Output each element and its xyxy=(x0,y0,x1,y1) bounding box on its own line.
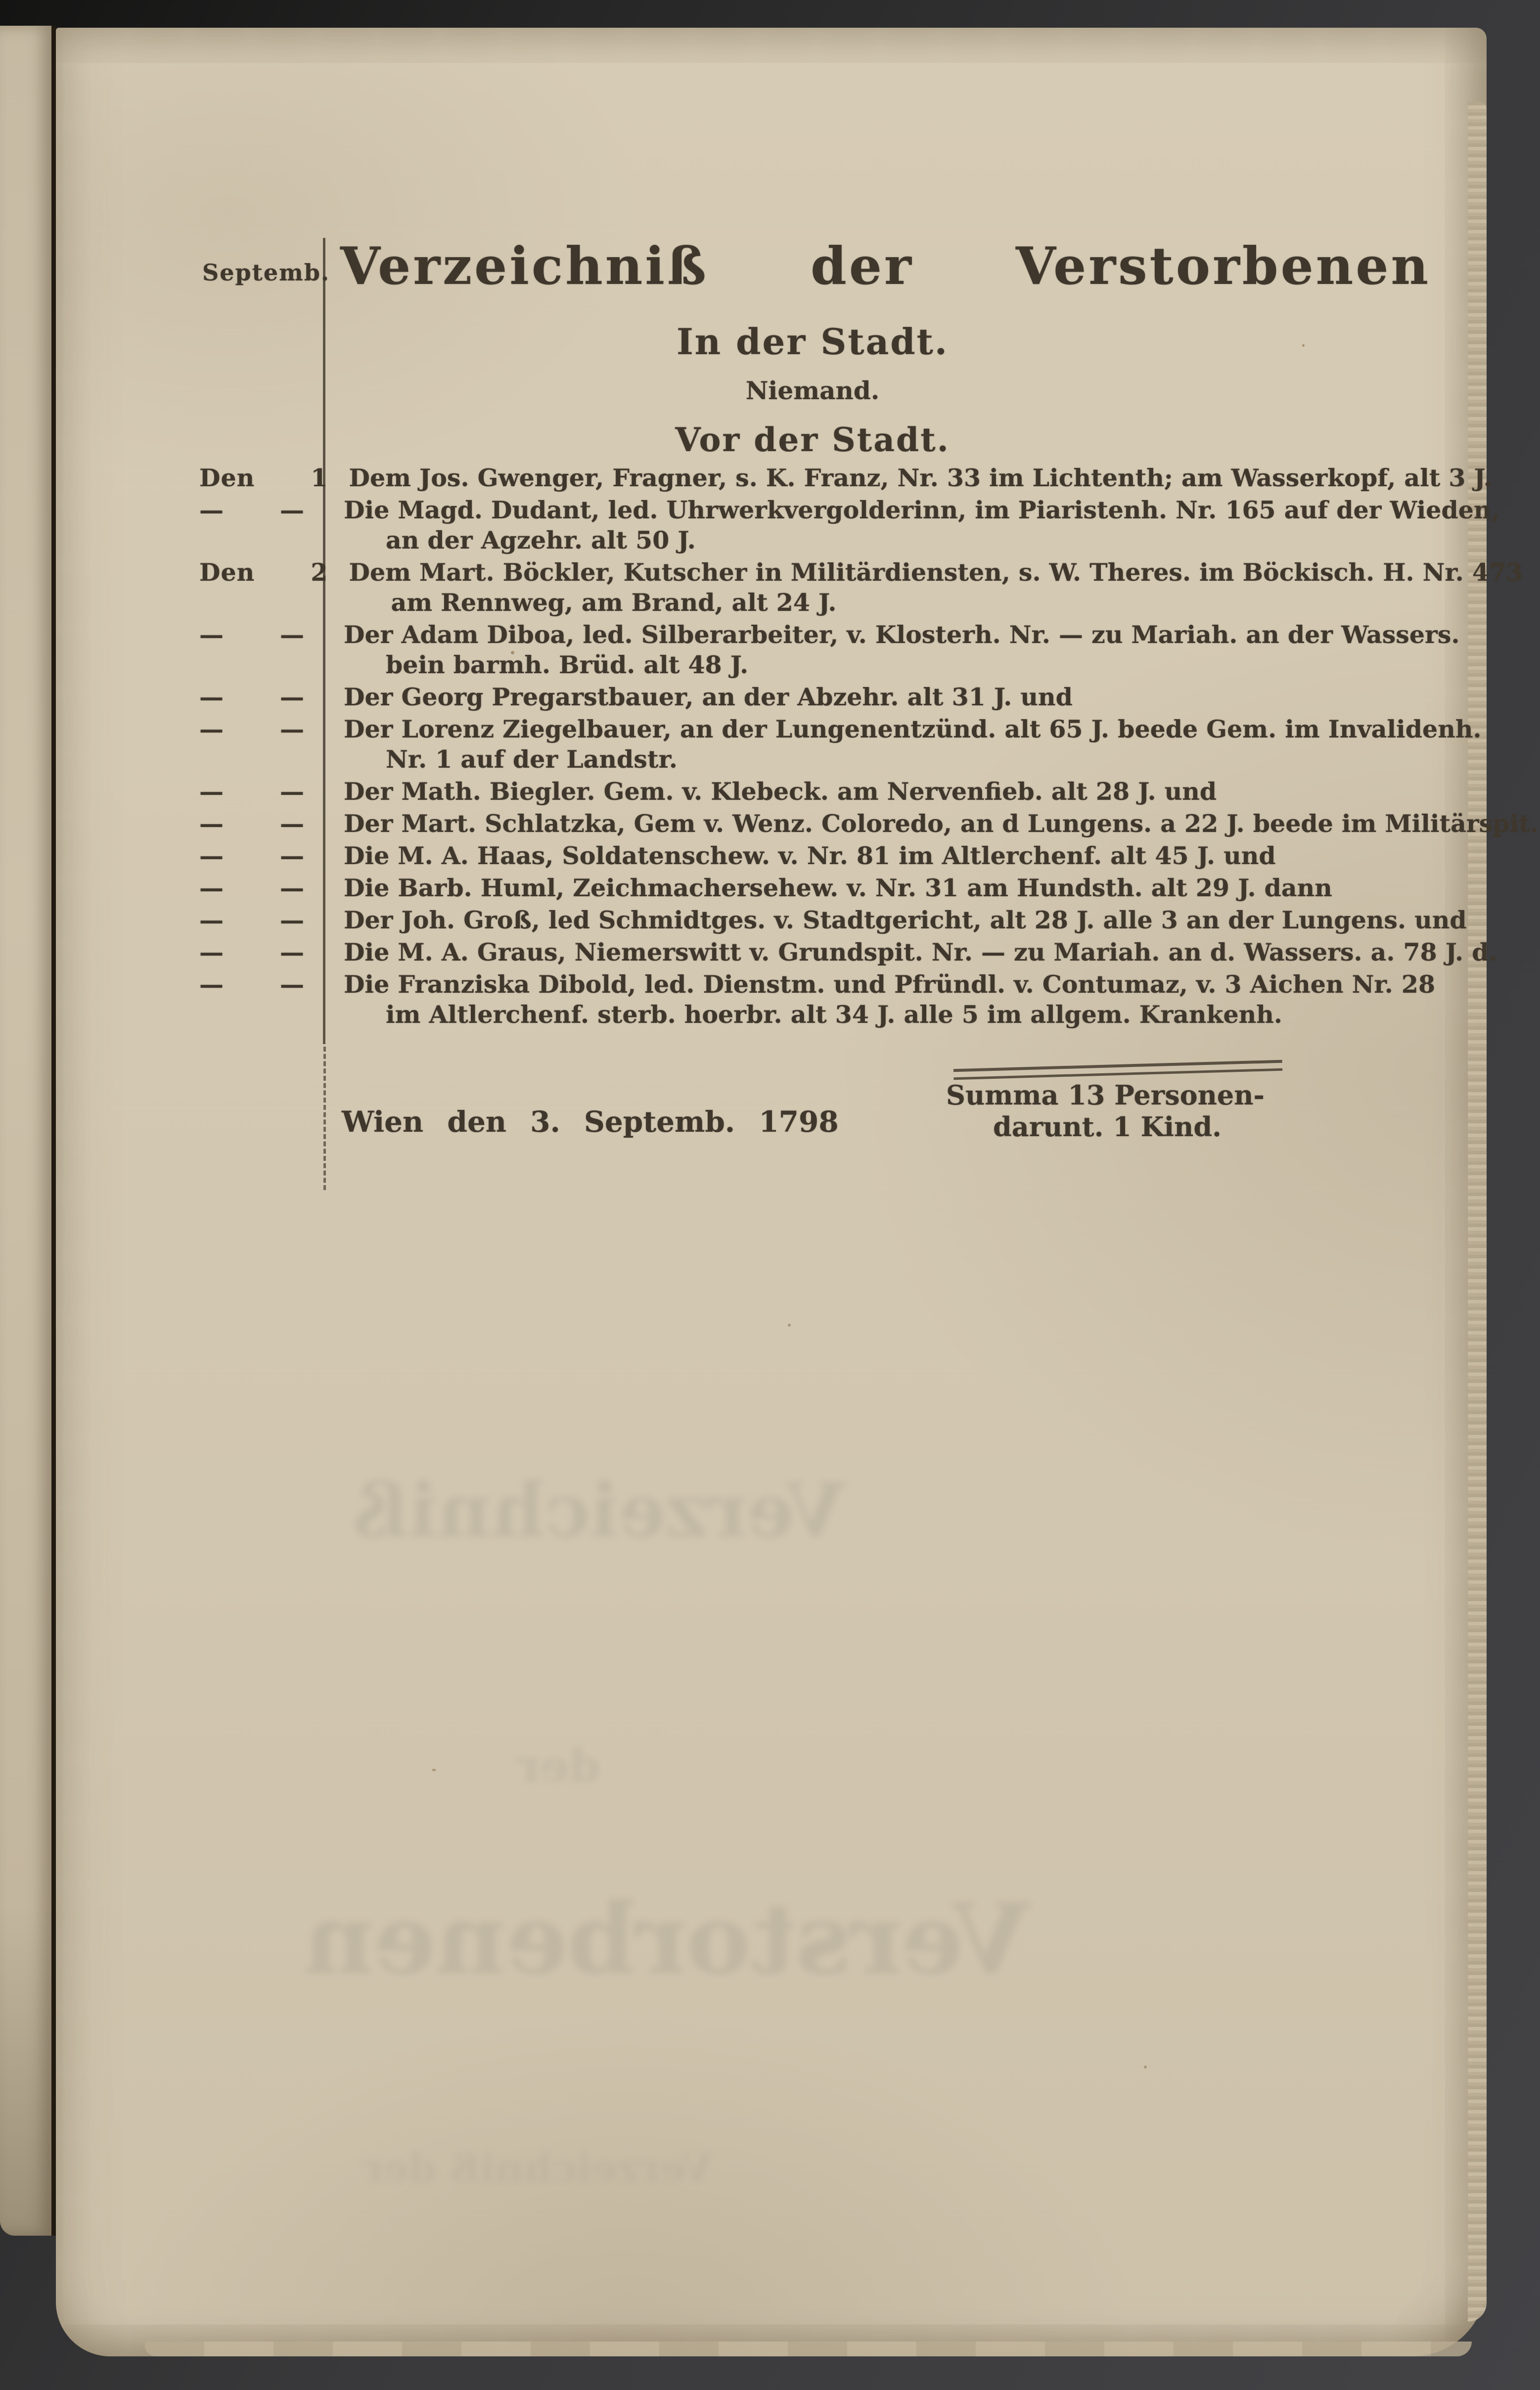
entry-line: Die M. A. Haas, Soldatenschew. v. Nr. 81 im Altlerchenf. alt 45 J. und xyxy=(344,841,1276,870)
entry-text xyxy=(349,463,1505,493)
paper-speck xyxy=(432,1769,436,1771)
death-entry-row xyxy=(199,557,1523,618)
entry-text xyxy=(344,937,1505,967)
entry-line: Dem Mart. Böckler, Kutscher in Militärdiensten, s. W. Theres. im Böckisch. H. Nr. 473 xyxy=(349,558,1523,587)
entry-text xyxy=(344,714,1505,775)
death-entry-row xyxy=(199,495,1505,555)
paper-speck xyxy=(788,1324,791,1327)
dateline: Wien den 3. Septemb. 1798 xyxy=(342,1105,839,1139)
register-page xyxy=(56,28,1539,2356)
entry-line: Der Mart. Schlatzka, Gem v. Wenz. Coloredo, an d Lungens. a 22 J. beede im Militärspit. xyxy=(344,809,1539,838)
entry-day-marker: — — xyxy=(199,809,305,838)
verso-bleedthrough-text: Verzeichniß xyxy=(353,1467,845,1554)
entry-line: am Rennweg, am Brand, alt 24 J. xyxy=(391,588,837,617)
entry-line: Der Math. Biegler. Gem. v. Klebeck. am Nervenfieb. alt 28 J. und xyxy=(344,777,1217,806)
in-city-value: Niemand. xyxy=(745,376,880,405)
entry-day-marker: — — xyxy=(199,715,305,743)
entry-text xyxy=(344,873,1505,903)
book-fore-edge xyxy=(1468,102,1487,2322)
margin-divider-rule-broken xyxy=(323,1047,326,1190)
summary-children: darunt. 1 Kind. xyxy=(993,1111,1222,1143)
book-bottom-edge xyxy=(145,2342,1472,2356)
entry-line: Die Franziska Dibold, led. Dienstm. und Pfründl. v. Contumaz, v. 3 Aichen Nr. 28 xyxy=(344,970,1436,999)
entry-text xyxy=(344,809,1539,839)
entry-day-marker: Den 2 xyxy=(199,558,328,587)
summary-total: Summa 13 Personen- xyxy=(946,1079,1265,1111)
death-entry-row xyxy=(199,682,1505,712)
entry-text xyxy=(344,777,1505,807)
entry-day-marker: — — xyxy=(199,683,305,711)
entry-day-marker: — — xyxy=(199,496,305,524)
verso-bleedthrough-text: Verstorbenen xyxy=(303,1883,1030,1996)
entry-day-marker: — — xyxy=(199,777,305,806)
entry-text xyxy=(344,620,1505,680)
entry-day-marker: — — xyxy=(199,938,305,966)
entry-day-marker: — — xyxy=(199,620,305,649)
entry-line: bein barmh. Brüd. alt 48 J. xyxy=(386,650,749,679)
entry-line: Die Magd. Dudant, led. Uhrwerkvergolderinn, im Piaristenh. Nr. 165 auf der Wieden, xyxy=(344,496,1500,524)
death-entries-list xyxy=(199,463,1539,1032)
entry-line: Die Barb. Huml, Zeichmachersehew. v. Nr. 31 am Hundsth. alt 29 J. dann xyxy=(344,873,1332,902)
summary-rule xyxy=(953,1060,1282,1080)
death-entry-row xyxy=(199,809,1539,839)
entry-line: Die M. A. Graus, Niemerswitt v. Grundspit. Nr. — zu Mariah. an d. Wassers. a. 78 J. d. xyxy=(344,938,1497,966)
entry-line: im Altlerchenf. sterb. hoerbr. alt 34 J. alle 5 im allgem. Krankenh. xyxy=(386,1000,1282,1029)
summary-block xyxy=(946,1079,1265,1143)
death-entry-row xyxy=(199,714,1505,775)
death-entry-row xyxy=(199,873,1505,903)
entry-text xyxy=(344,841,1505,871)
death-entry-row xyxy=(199,937,1505,967)
entry-line: Dem Jos. Gwenger, Fragner, s. K. Franz, Nr. 33 im Lichtenth; am Wasserkopf, alt 3 J. xyxy=(349,463,1492,492)
section-heading-in-city: In der Stadt. xyxy=(677,321,949,363)
entry-text xyxy=(344,969,1505,1030)
entry-text xyxy=(344,905,1505,935)
previous-page-edge xyxy=(0,26,56,2236)
entry-line: Der Joh. Groß, led Schmidtges. v. Stadtgericht, alt 28 J. alle 3 an der Lungens. und xyxy=(344,906,1467,934)
entry-line: Nr. 1 auf der Landstr. xyxy=(386,745,678,774)
entry-line: Der Lorenz Ziegelbauer, an der Lungenentzünd. alt 65 J. beede Gem. im Invalidenh. xyxy=(344,715,1482,743)
death-entry-row xyxy=(199,777,1505,807)
entry-day-marker: — — xyxy=(199,970,305,999)
page-title: Verzeichniß der Verstorbenen xyxy=(340,235,1431,296)
section-heading-suburbs: Vor der Stadt. xyxy=(675,420,950,459)
entry-line: Der Adam Diboa, led. Silberarbeiter, v. Klosterh. Nr. — zu Mariah. an der Wassers. xyxy=(344,620,1460,649)
entry-text xyxy=(349,557,1523,618)
entry-line: Der Georg Pregarstbauer, an der Abzehr. alt 31 J. und xyxy=(344,683,1073,711)
entry-day-marker: Den 1 xyxy=(199,463,328,492)
month-margin-label: Septemb. xyxy=(202,259,330,286)
paper-speck xyxy=(1302,344,1305,347)
verso-bleedthrough-text: der xyxy=(516,1739,601,1792)
verso-bleedthrough-text: Verzeichniß der xyxy=(362,2145,713,2191)
entry-text xyxy=(344,495,1505,555)
entry-day-marker: — — xyxy=(199,841,305,870)
death-entry-row xyxy=(199,969,1505,1030)
death-entry-row xyxy=(199,905,1505,935)
paper-speck xyxy=(1144,2066,1147,2068)
entry-day-marker: — — xyxy=(199,906,305,934)
death-entry-row xyxy=(199,463,1505,493)
entry-text xyxy=(344,682,1505,712)
entry-line: an der Agzehr. alt 50 J. xyxy=(386,526,696,554)
death-entry-row xyxy=(199,841,1505,871)
entry-day-marker: — — xyxy=(199,873,305,902)
death-entry-row xyxy=(199,620,1505,680)
